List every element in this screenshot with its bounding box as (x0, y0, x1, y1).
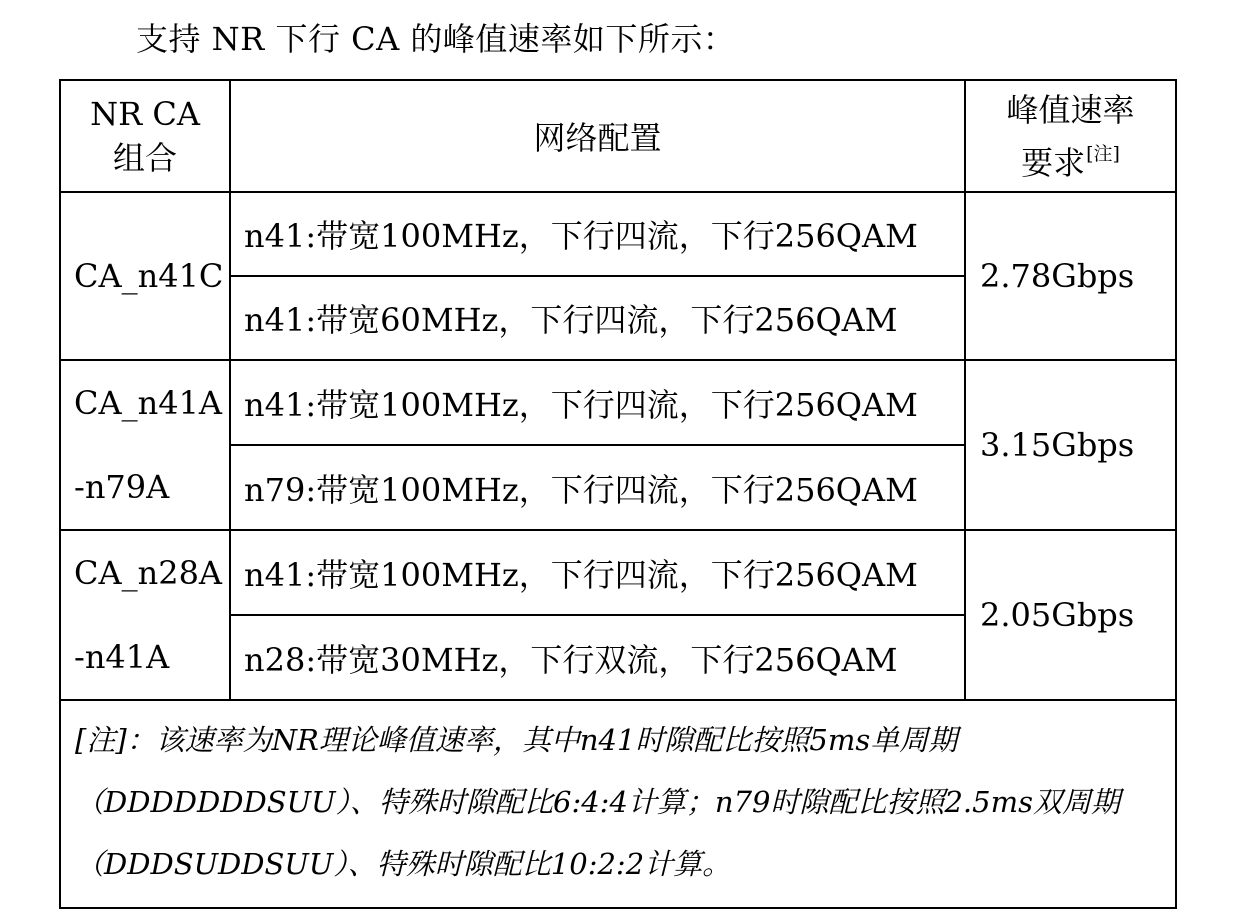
header-peak-line-2-text: 要求 (1021, 143, 1086, 182)
ca-peak-rate-table (59, 79, 1177, 909)
config-cell: n41:带宽100MHz，下行四流，下行256QAM (230, 530, 965, 615)
table-row (60, 192, 1176, 276)
combo-line: CA_n28A (74, 554, 223, 592)
note-reference-mark: [注] (1086, 142, 1120, 165)
config-cell: n28:带宽30MHz，下行双流，下行256QAM (230, 615, 965, 700)
combo-cell (60, 530, 230, 700)
note-line: （DDDDDDDSUU）、特殊时隙配比6:4:4计算；n79时隙配比按照2.5ms双周期 (75, 785, 1120, 819)
config-cell: n79:带宽100MHz，下行四流，下行256QAM (230, 445, 965, 530)
table-header-row (60, 80, 1176, 192)
header-combo-line-1: NR CA (90, 95, 200, 133)
config-cell: n41:带宽100MHz，下行四流，下行256QAM (230, 360, 965, 445)
table-row (60, 360, 1176, 445)
rate-cell: 3.15Gbps (965, 360, 1176, 530)
config-cell: n41:带宽60MHz，下行四流，下行256QAM (230, 276, 965, 360)
rate-cell: 2.05Gbps (965, 530, 1176, 700)
table-note (60, 700, 1176, 908)
header-nr-ca-combo (60, 80, 230, 192)
header-network-config: 网络配置 (230, 80, 965, 192)
note-line: [注]：该速率为NR理论峰值速率，其中n41时隙配比按照5ms单周期 (75, 723, 958, 757)
table-row (60, 530, 1176, 615)
combo-line: CA_n41A (74, 384, 223, 422)
combo-cell (60, 360, 230, 530)
header-peak-line-1: 峰值速率 (1006, 90, 1135, 129)
header-peak-line-2 (966, 132, 1175, 185)
combo-line: -n41A (74, 638, 170, 676)
combo-line: -n79A (74, 468, 170, 506)
note-line: （DDDSUDDSUU）、特殊时隙配比10:2:2计算。 (75, 847, 732, 881)
rate-cell: 2.78Gbps (965, 192, 1176, 360)
intro-text: 支持 NR 下行 CA 的峰值速率如下所示： (136, 20, 736, 58)
combo-cell: CA_n41C (60, 192, 230, 360)
header-combo-line-2: 组合 (112, 139, 177, 177)
header-peak-rate (965, 80, 1176, 192)
config-cell: n41:带宽100MHz，下行四流，下行256QAM (230, 192, 965, 276)
table-note-row (60, 700, 1176, 908)
